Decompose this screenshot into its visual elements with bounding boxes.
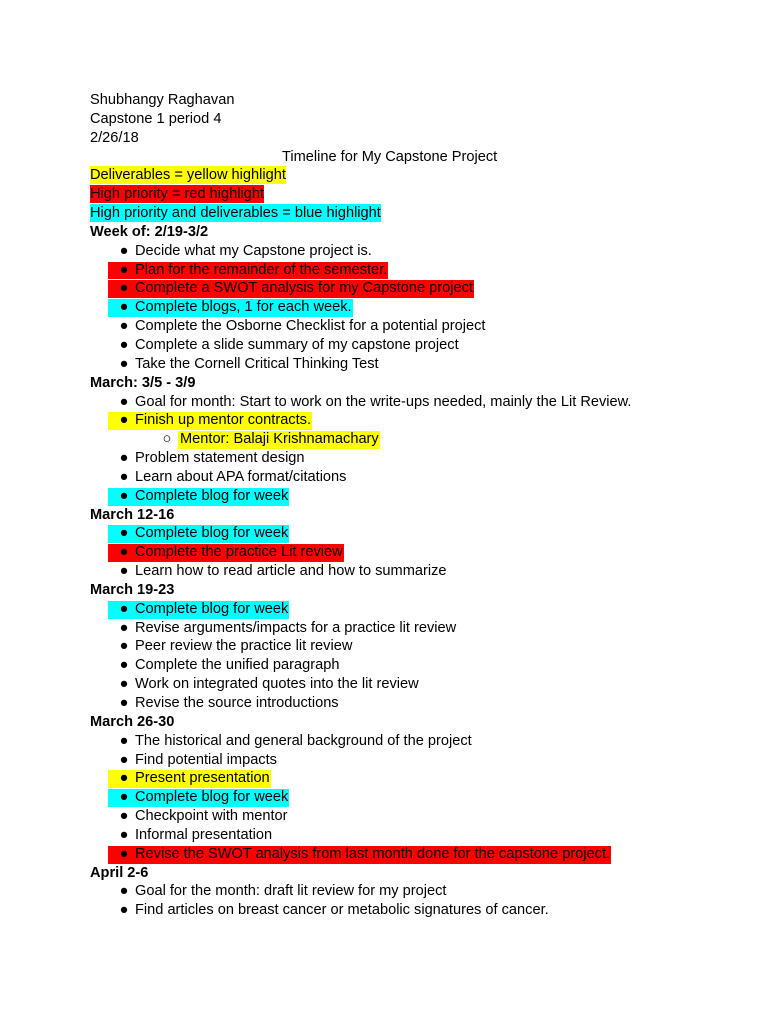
legend-blue-text: High priority and deliverables = blue highlight [90, 205, 381, 222]
bullet-icon: ● [119, 412, 129, 429]
list-item [90, 694, 730, 713]
list-item-text: Find articles on breast cancer or metabolic signatures of cancer. [135, 902, 549, 919]
week-heading: April 2-6 [90, 864, 149, 881]
list-item [90, 317, 730, 336]
list-item-text: Complete the Osborne Checklist for a potential project [135, 318, 486, 335]
week-heading: March 26-30 [90, 713, 175, 730]
bullet-icon: ● [119, 355, 129, 372]
bullet-icon: ● [119, 563, 129, 580]
list-item-text: Complete a SWOT analysis for my Capstone project [135, 280, 473, 297]
list-item-text: Problem statement design [135, 450, 305, 467]
list-item [90, 562, 730, 581]
list-item-text: Complete a slide summary of my capstone project [135, 336, 459, 353]
list-item-text: Find potential impacts [135, 751, 277, 768]
list-item [90, 788, 730, 807]
timeline-sections [90, 223, 730, 920]
bullet-icon: ● [119, 826, 129, 843]
bullet-icon: ● [119, 657, 129, 674]
document-date: 2/26/18 [90, 129, 139, 146]
list-item [90, 543, 730, 562]
document-body [90, 91, 730, 920]
bullet-icon: ● [119, 619, 129, 636]
bullet-icon: ● [119, 336, 129, 353]
course-name: Capstone 1 period 4 [90, 110, 222, 127]
list-item-text: Learn about APA format/citations [135, 468, 347, 485]
week-heading: March 19-23 [90, 581, 175, 598]
week-heading: March 12-16 [90, 506, 175, 523]
bullet-icon: ● [119, 751, 129, 768]
bullet-icon: ● [119, 393, 129, 410]
legend-red [90, 185, 730, 204]
list-item [90, 261, 730, 280]
list-item [90, 355, 730, 374]
list-item [90, 279, 730, 298]
sub-list-item [90, 430, 730, 449]
list-item-text: Goal for month: Start to work on the write-ups needed, mainly the Lit Review. [135, 393, 632, 410]
bullet-icon: ● [119, 732, 129, 749]
list-item [90, 901, 730, 920]
list-item [90, 487, 730, 506]
list-item-text: Complete blog for week [135, 487, 289, 504]
bullet-icon: ● [119, 468, 129, 485]
week-heading: March: 3/5 - 3/9 [90, 374, 196, 391]
list-item-text: Take the Cornell Critical Thinking Test [135, 355, 379, 372]
list-item-text: The historical and general background of the project [135, 732, 472, 749]
list-item-text: Goal for the month: draft lit review for my project [135, 883, 447, 900]
list-item-text: Present presentation [135, 770, 270, 787]
list-item-text: Complete the practice Lit review [135, 544, 343, 561]
legend-yellow-text: Deliverables = yellow highlight [90, 167, 286, 184]
list-item-text: Complete the unified paragraph [135, 657, 340, 674]
list-item [90, 393, 730, 412]
list-item [90, 751, 730, 770]
list-item-text: Work on integrated quotes into the lit review [135, 676, 419, 693]
bullet-icon: ● [119, 883, 129, 900]
list-item [90, 845, 730, 864]
list-item-text: Finish up mentor contracts. [135, 412, 312, 429]
bullet-icon: ● [119, 676, 129, 693]
bullet-icon: ● [119, 299, 129, 316]
bullet-icon: ● [119, 261, 129, 278]
list-item [90, 826, 730, 845]
list-item-text: Decide what my Capstone project is. [135, 242, 372, 259]
list-item [90, 675, 730, 694]
list-item-text: Complete blog for week [135, 525, 289, 542]
list-item [90, 600, 730, 619]
list-item-text: Mentor: Balaji Krishnamachary [180, 431, 379, 448]
bullet-icon: ● [119, 450, 129, 467]
list-item-text: Plan for the remainder of the semester. [135, 261, 388, 278]
list-item-text: Revise the source introductions [135, 695, 339, 711]
list-item [90, 242, 730, 261]
list-item [90, 298, 730, 317]
list-item-text: Peer review the practice lit review [135, 638, 353, 655]
bullet-icon: ● [119, 487, 129, 504]
list-item [90, 449, 730, 468]
list-item-text: Revise the SWOT analysis from last month done for the capstone project. [135, 845, 611, 862]
list-item [90, 732, 730, 751]
list-item [90, 411, 730, 430]
bullet-icon: ● [119, 544, 129, 561]
bullet-icon: ● [119, 600, 129, 617]
bullet-icon: ● [119, 242, 129, 259]
legend-red-text: High priority = red highlight [90, 186, 264, 203]
list-item-text: Informal presentation [135, 826, 273, 843]
list-item-text: Learn how to read article and how to summarize [135, 563, 447, 580]
bullet-icon: ● [119, 525, 129, 542]
list-item-text: Complete blog for week [135, 789, 289, 806]
bullet-icon: ● [119, 638, 129, 655]
bullet-icon: ● [119, 845, 129, 862]
bullet-icon: ● [119, 789, 129, 806]
author-name: Shubhangy Raghavan [90, 92, 235, 108]
page-title: Timeline for My Capstone Project [282, 148, 498, 165]
hollow-bullet-icon: ○ [162, 431, 172, 448]
bullet-icon: ● [119, 280, 129, 297]
list-item-text: Revise arguments/impacts for a practice lit review [135, 619, 457, 636]
list-item [90, 769, 730, 788]
list-item [90, 524, 730, 543]
list-item [90, 468, 730, 487]
list-item-text: Complete blogs, 1 for each week. [135, 299, 352, 316]
legend-yellow [90, 166, 730, 185]
list-item-text: Checkpoint with mentor [135, 808, 288, 825]
list-item [90, 807, 730, 826]
list-item [90, 882, 730, 901]
list-item-text: Complete blog for week [135, 600, 289, 617]
bullet-icon: ● [119, 808, 129, 825]
week-heading: Week of: 2/19-3/2 [90, 223, 209, 240]
bullet-icon: ● [119, 770, 129, 787]
bullet-icon: ● [119, 695, 129, 711]
list-item [90, 656, 730, 675]
legend-blue [90, 204, 730, 223]
list-item [90, 336, 730, 355]
bullet-icon: ● [119, 902, 129, 919]
bullet-icon: ● [119, 318, 129, 335]
list-item [90, 619, 730, 638]
list-item [90, 637, 730, 656]
